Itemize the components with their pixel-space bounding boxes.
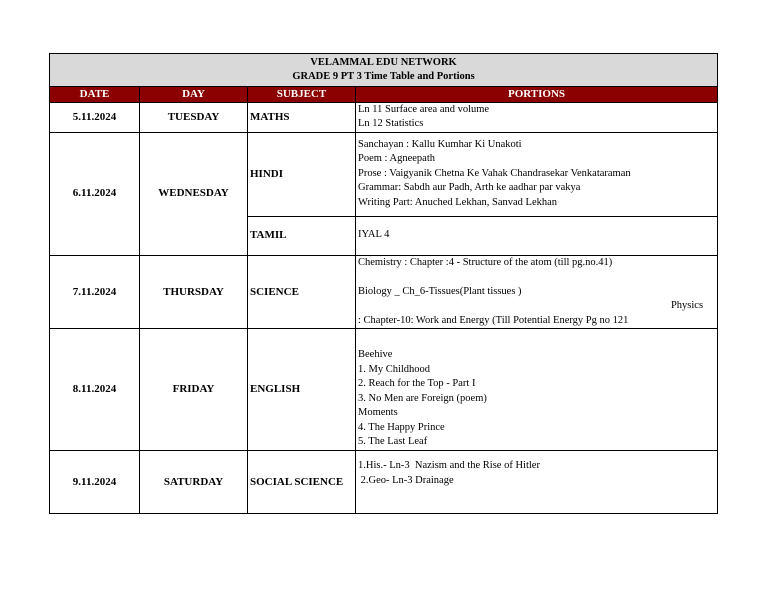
portion-line: Ln 12 Statistics: [358, 118, 424, 129]
portion-line: Biology _ Ch_6-Tissues(Plant tissues ): [358, 285, 522, 297]
portions-cell: [356, 216, 718, 255]
table-row: [50, 102, 718, 132]
date-cell: 6.11.2024: [50, 132, 140, 255]
column-header-row: [50, 87, 718, 103]
day-cell: THURSDAY: [140, 255, 248, 329]
portion-line: 3. No Men are Foreign (poem): [358, 392, 487, 404]
portions-cell: [356, 255, 718, 329]
col-header-subject: SUBJECT: [248, 87, 356, 103]
timetable-title: GRADE 9 PT 3 Time Table and Portions: [292, 71, 475, 82]
portion-line: IYAL 4: [358, 229, 390, 241]
portion-line: 1.His.- Ln-3 Nazism and the Rise of Hitler: [358, 460, 540, 471]
subject-cell: SOCIAL SCIENCE: [248, 451, 356, 514]
subject-cell: TAMIL: [248, 216, 356, 255]
col-header-portions: PORTIONS: [356, 87, 718, 103]
portion-line: Prose : Vaigyanik Chetna Ke Vahak Chandrasekar Venkataraman: [358, 167, 631, 179]
subject-cell: SCIENCE: [248, 255, 356, 329]
portion-line: 2.Geo- Ln-3 Drainage: [358, 474, 454, 486]
day-cell: TUESDAY: [140, 102, 248, 132]
day-cell: FRIDAY: [140, 329, 248, 451]
col-header-date: DATE: [50, 87, 140, 103]
day-cell: SATURDAY: [140, 451, 248, 514]
date-cell: 7.11.2024: [50, 255, 140, 329]
portion-line: Ln 11 Surface area and volume: [358, 103, 490, 115]
blank-line: [358, 270, 715, 285]
portion-line: Sanchayan : Kallu Kumhar Ki Unakoti: [358, 138, 522, 150]
portion-line: : Chapter-10: Work and Energy (Till Potential Energy Pg no 121: [358, 314, 629, 326]
portion-line: 2. Reach for the Top - Part I: [358, 378, 476, 389]
portions-cell: [356, 329, 718, 451]
portion-line: Physics: [670, 300, 704, 311]
portions-cell: [356, 132, 718, 216]
org-name: VELAMMAL EDU NETWORK: [310, 56, 457, 68]
table-row: [50, 132, 718, 216]
day-cell: WEDNESDAY: [140, 132, 248, 255]
col-header-day: DAY: [140, 87, 248, 103]
portion-line: 4. The Happy Prince: [358, 421, 445, 433]
portion-line: 1. My Childhood: [358, 363, 431, 375]
portion-line: Poem : Agneepath: [358, 153, 435, 164]
portion-line: Chemistry : Chapter :4 - Structure of the atom (till pg.no.41): [358, 256, 613, 268]
subject-cell: HINDI: [248, 132, 356, 216]
date-cell: 5.11.2024: [50, 102, 140, 132]
date-cell: 8.11.2024: [50, 329, 140, 451]
table-row: [50, 451, 718, 514]
table-row: [50, 255, 718, 329]
date-cell: 9.11.2024: [50, 451, 140, 514]
timetable: [49, 53, 718, 514]
portions-cell: [356, 102, 718, 132]
subject-cell: ENGLISH: [248, 329, 356, 451]
portion-line: Grammar: Sabdh aur Padh, Arth ke aadhar par vakya: [358, 182, 581, 193]
subject-cell: MATHS: [248, 102, 356, 132]
title-cell: [50, 54, 718, 87]
portion-line: 5. The Last Leaf: [358, 436, 428, 447]
title-row: [50, 54, 718, 87]
table-row: [50, 329, 718, 451]
portion-line: Writing Part: Anuched Lekhan, Sanvad Lekhan: [358, 196, 558, 208]
portions-cell: [356, 451, 718, 514]
portion-line: Beehive: [358, 349, 393, 360]
portion-line: Moments: [358, 407, 398, 418]
